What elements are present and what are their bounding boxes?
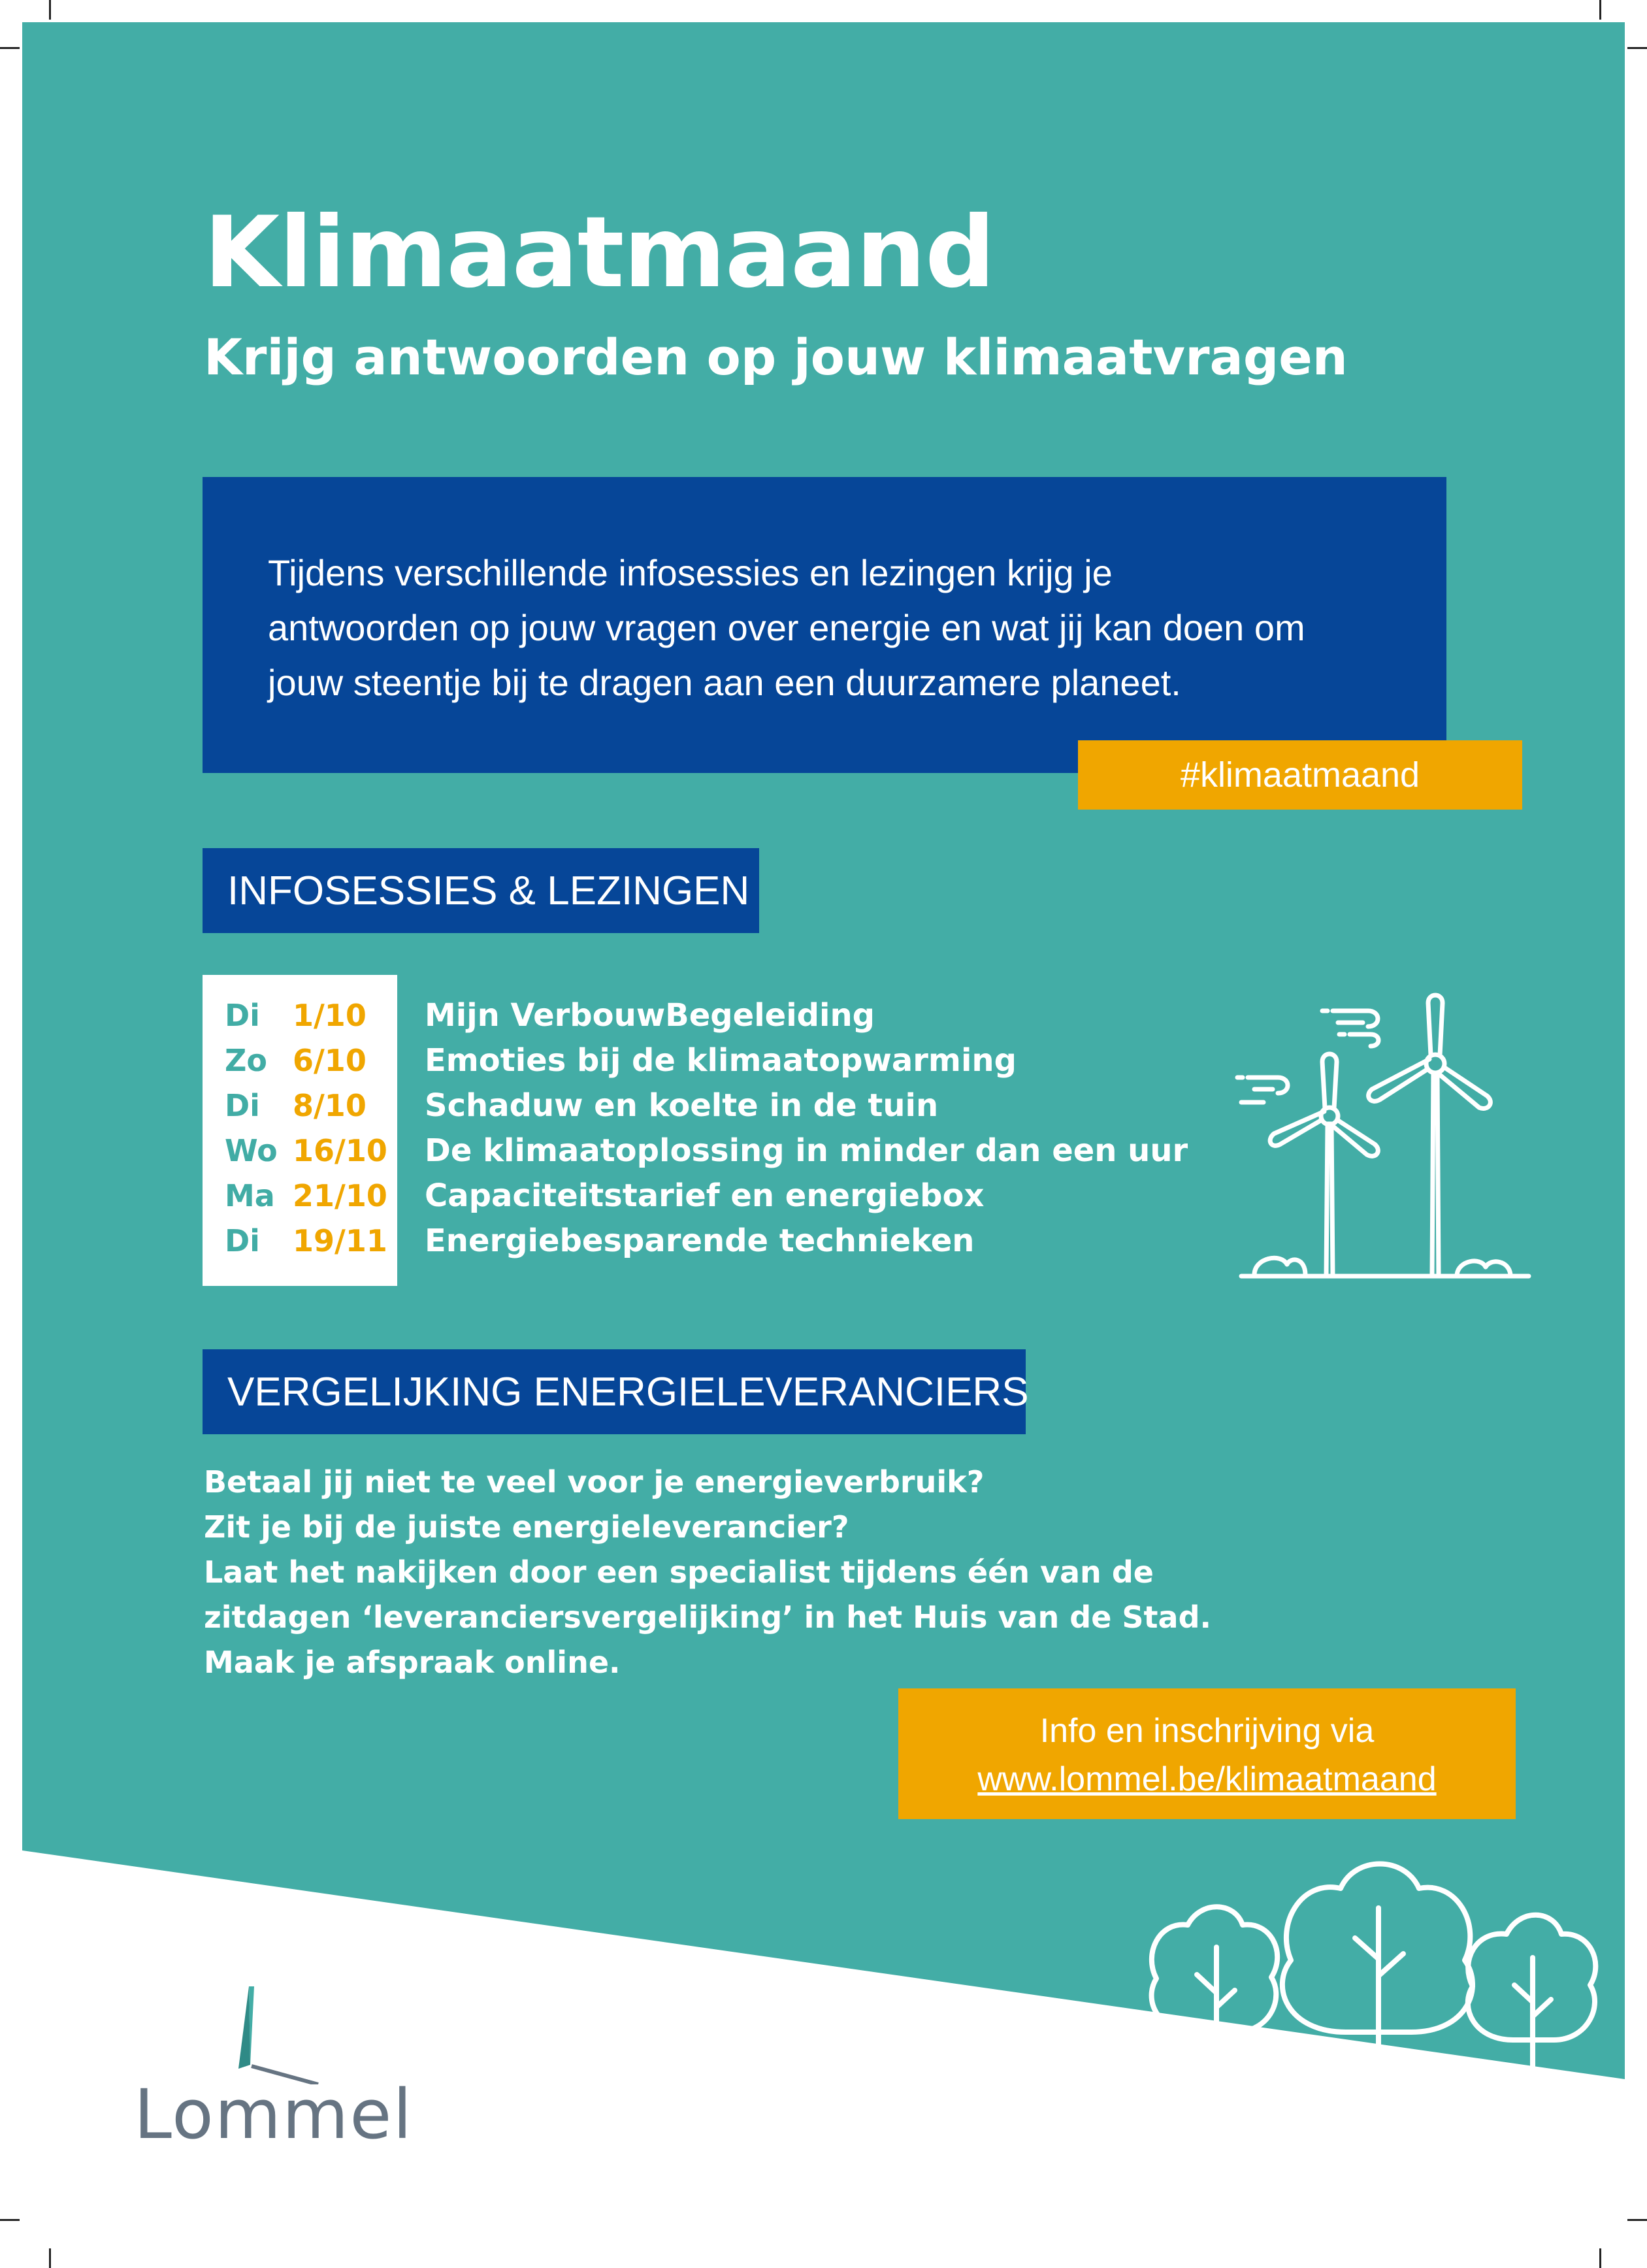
session-title: Capaciteitstarief en energiebox	[425, 1177, 985, 1214]
crop-mark	[0, 2219, 20, 2221]
session-date-row	[203, 1038, 397, 1083]
session-title: Schaduw en koelte in de tuin	[425, 1087, 939, 1124]
info-link[interactable]: www.lommel.be/klimaatmaand	[977, 1760, 1437, 1798]
lommel-logo	[134, 1986, 414, 2156]
session-date: 6/10	[293, 1043, 367, 1078]
wind-turbines-icon	[1235, 983, 1535, 1290]
session-day: Wo	[225, 1133, 278, 1168]
intro-line: antwoorden op jouw vragen over energie en wat jij kan doen om	[268, 607, 1305, 648]
session-title: Energiebesparende technieken	[425, 1223, 975, 1259]
session-date: 1/10	[293, 998, 367, 1033]
comparison-line: Maak je afspraak online.	[204, 1645, 621, 1680]
session-day: Di	[225, 998, 260, 1033]
info-box	[898, 1688, 1516, 1819]
crop-mark	[49, 0, 51, 20]
comparison-line: Betaal jij niet te veel voor je energieverbruik?	[204, 1464, 985, 1500]
crop-mark	[1627, 47, 1647, 49]
crop-mark	[1599, 0, 1601, 20]
session-date: 21/10	[293, 1178, 387, 1213]
session-date-row	[203, 1219, 397, 1264]
session-title: De klimaatoplossing in minder dan een uur	[425, 1132, 1188, 1169]
page-title: Klimaatmaand	[204, 196, 995, 310]
session-day: Di	[225, 1223, 260, 1258]
session-dates	[203, 975, 397, 1286]
session-date-row	[203, 1128, 397, 1174]
sessions-heading: INFOSESSIES & LEZINGEN	[203, 848, 759, 933]
intro-text	[268, 546, 1446, 710]
session-date-row	[203, 1174, 397, 1219]
session-list	[425, 993, 1188, 1264]
session-date-row	[203, 1083, 397, 1128]
comparison-heading: VERGELIJKING ENERGIELEVERANCIERS	[203, 1349, 1026, 1434]
comparison-line: Laat het nakijken door een specialist tijdens één van de	[204, 1554, 1154, 1590]
session-date: 8/10	[293, 1088, 367, 1123]
session-date: 16/10	[293, 1133, 387, 1168]
crop-mark	[1599, 2248, 1601, 2268]
comparison-line: Zit je bij de juiste energieleverancier?	[204, 1509, 849, 1545]
session-title: Mijn VerbouwBegeleiding	[425, 997, 875, 1034]
session-title: Emoties bij de klimaatopwarming	[425, 1042, 1017, 1079]
intro-line: Tijdens verschillende infosessies en lezingen krijg je	[268, 552, 1113, 593]
crop-mark	[1627, 2219, 1647, 2221]
lommel-logo-icon	[134, 1986, 408, 2084]
info-label: Info en inschrijving via	[1039, 1712, 1375, 1750]
hashtag-badge: #klimaatmaand	[1078, 740, 1522, 810]
intro-box	[203, 477, 1446, 773]
comparison-text	[204, 1460, 1211, 1685]
trees-icon	[1130, 1836, 1601, 2078]
crop-mark	[49, 2248, 51, 2268]
page-subtitle: Krijg antwoorden op jouw klimaatvragen	[204, 328, 1348, 386]
session-day: Di	[225, 1088, 260, 1123]
intro-line: jouw steentje bij te dragen aan een duurzamere planeet.	[268, 662, 1181, 703]
session-date: 19/11	[293, 1223, 387, 1258]
comparison-line: zitdagen ‘leveranciersvergelijking’ in het Huis van de Stad.	[204, 1600, 1211, 1635]
session-day: Zo	[225, 1043, 267, 1078]
logo-wordmark: Lommel	[134, 2075, 414, 2154]
session-day: Ma	[225, 1178, 275, 1213]
session-date-row	[203, 993, 397, 1038]
crop-mark	[0, 47, 20, 49]
